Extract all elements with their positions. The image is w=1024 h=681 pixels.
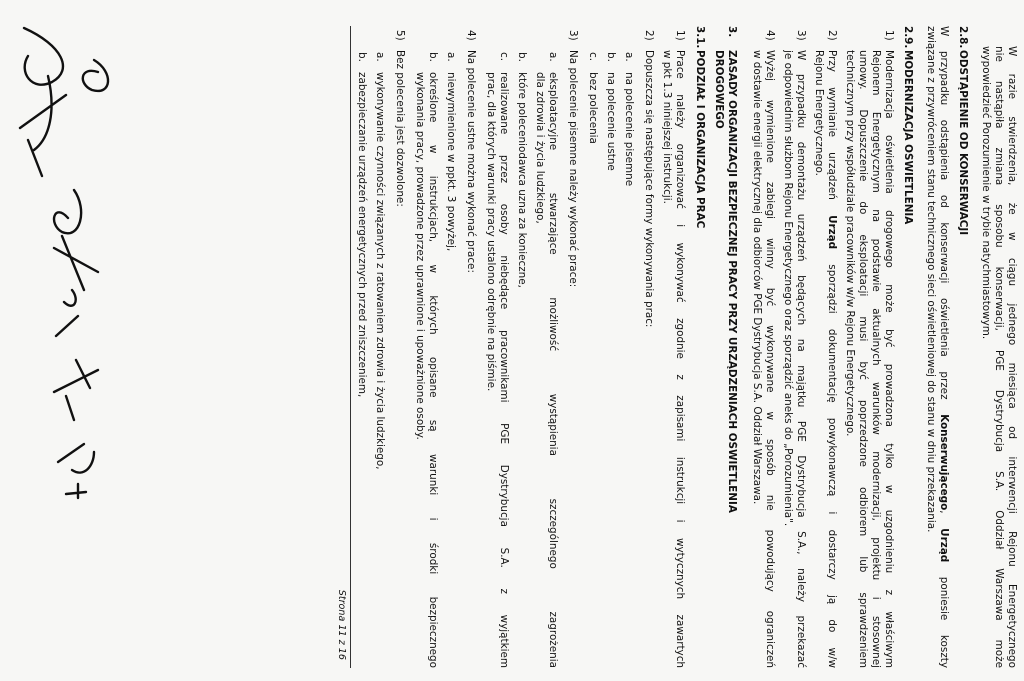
chapter-3-number: 3. bbox=[726, 26, 738, 38]
s31-item-2-c: bez polecenia bbox=[587, 72, 599, 144]
s31-item-5-b: zabezpieczanie urządzeń energetycznych przed zniszczeniem, bbox=[356, 72, 368, 398]
bold-text: Urząd bbox=[938, 528, 950, 563]
section-3-1-heading bbox=[693, 26, 706, 668]
item-number: 3) bbox=[567, 30, 579, 41]
item-number: 4) bbox=[764, 30, 776, 41]
intro-line-3: wypowiedzieć Porozumienie w trybie natychmiastowym. bbox=[980, 46, 992, 340]
s31-item-4-b-line-2: wykonania pracy, prowadzone przez uprawnione i upoważnione osoby. bbox=[414, 72, 426, 440]
chapter-3-title-line-1: ZASADY ORGANIZACJI BEZPIECZNEJ PRACY PRZY URZĄDZENIACH OŚWIETLENIA bbox=[726, 50, 738, 513]
section-2-8-line-2: związane z przywróceniem stanu technicznego sieci oświetleniowej do stanu w dniu przekazania. bbox=[925, 26, 937, 533]
page-content bbox=[0, 26, 1024, 668]
item-number: 1) bbox=[883, 30, 895, 41]
item-number: 1) bbox=[674, 30, 686, 41]
text: , bbox=[938, 510, 950, 529]
chapter-3-heading bbox=[725, 26, 738, 668]
s31-item-4-b-line-1: określone w instrukcjach, w których opisane są warunki i środki bezpiecznego bbox=[427, 72, 439, 668]
s31-item-4-line-1: Na polecenie ustne można wykonać prace: bbox=[465, 50, 477, 273]
letter-marker: b. bbox=[516, 52, 528, 62]
bold-text: Urząd bbox=[826, 215, 838, 250]
s29-item-2-line-1 bbox=[825, 50, 838, 668]
s29-item-1-line-4: technicznym przy współudziale pracowników w/w Rejonu Energetycznego. bbox=[844, 50, 856, 437]
s31-item-5-a: wykonywanie czynności związanych z ratowaniem zdrowia i życia ludzkiego, bbox=[374, 72, 386, 470]
letter-marker: a. bbox=[547, 52, 559, 62]
letter-marker: b. bbox=[427, 52, 439, 62]
section-2-8-line-1 bbox=[937, 26, 950, 668]
s31-item-3-c-line-1: realizowane przez osoby niebędące pracownikami PGE Dystrybucja S.A. z wyjątkiem bbox=[498, 72, 510, 668]
intro-line-1: W razie stwierdzenia, że w ciągu jednego miesiąca od interwencji Rejonu Energetycznego bbox=[1006, 46, 1018, 668]
letter-marker: c. bbox=[498, 52, 510, 62]
s31-item-1-line-2: w pkt 1.3 niniejszej instrukcji. bbox=[661, 50, 673, 204]
s29-item-2-line-2: Rejonu Energetycznego. bbox=[813, 50, 825, 176]
s31-item-2-a: na polecenie pisemne bbox=[623, 72, 635, 187]
s31-item-3-a-line-1: eksploatacyjne stwarzające możliwość wystąpienia szczególnego zagrożenia bbox=[547, 72, 559, 668]
letter-marker: c. bbox=[587, 52, 599, 62]
item-number: 3) bbox=[795, 30, 807, 41]
s31-item-4-a: niewymienione w ppkt. 3 powyżej, bbox=[445, 72, 457, 252]
s29-item-4-line-2: w dostawie energii elektrycznej dla odbiorców PGE Dystrybucja S.A. Oddział Warszawa. bbox=[751, 50, 763, 505]
item-number: 2) bbox=[643, 30, 655, 41]
letter-marker: a. bbox=[374, 52, 386, 62]
s29-item-1-line-2: Rejonem Energetycznym na podstawie aktualnych warunków modernizacji, projektu i stosownej bbox=[870, 50, 882, 668]
s31-item-2-b: na polecenie ustne bbox=[605, 72, 617, 171]
chapter-3-title-line-2: DROGOWEGO bbox=[713, 50, 725, 129]
bold-text: Konserwującego bbox=[938, 414, 950, 511]
s31-item-1-line-1: Prace należy organizować i wykonywać zgodnie z zapisami instrukcji i wytycznych zawartych bbox=[674, 50, 686, 668]
s29-item-1-line-3: umowy. Dopuszczenie do eksploatacji musi być poprzedzone odbiorem lub sprawdzeniem bbox=[857, 50, 869, 668]
section-3-1-number: 3.1. bbox=[694, 26, 706, 49]
intro-line-2: nie nastąpiła zmiana sposobu konserwacji, PGE Dystrybucja S.A. Oddział Warszawa może bbox=[993, 46, 1005, 668]
item-number: 4) bbox=[465, 30, 477, 41]
text: W przypadku odstąpienia od konserwacji oświetlenia przez bbox=[938, 26, 950, 415]
letter-marker: a. bbox=[623, 52, 635, 62]
s29-item-3-line-1: W przypadku demontażu urządzeń będących na majątku PGE Dystrybucja S.A., należy przekazać bbox=[795, 50, 807, 668]
letter-marker: a. bbox=[445, 52, 457, 62]
s29-item-3-line-2: je odpowiednim służbom Rejonu Energetycznego oraz sporządzić aneks do „Porozumienia". bbox=[782, 50, 794, 527]
s31-item-3-line-1: Na polecenie pisemne należy wykonać prace: bbox=[567, 50, 579, 288]
s31-item-3-a-line-2: dla zdrowia i życia ludzkiego, bbox=[534, 72, 546, 224]
s31-item-3-b: które poleceniodawca uzna za konieczne, bbox=[516, 72, 528, 288]
s31-item-2-line-1: Dopuszcza się następujące formy wykonywania prac: bbox=[643, 50, 655, 328]
section-2-9-number: 2.9. bbox=[902, 26, 914, 49]
s31-item-5-line-1: Bez polecenia jest dozwolone: bbox=[394, 50, 406, 207]
section-3-1-title: PODZIAŁ I ORGANIZACJA PRAC bbox=[694, 50, 706, 229]
section-2-9-title: MODERNIZACJA OŚWIETLENIA bbox=[902, 50, 914, 225]
s29-item-1-line-1: Modernizacja oświetlenia drogowego może być prowadzona tylko w uzgodnieniu z właściwym bbox=[883, 50, 895, 668]
text: Przy wymianie urządzeń bbox=[826, 50, 838, 216]
section-2-8-heading bbox=[956, 26, 969, 668]
s29-item-4-line-1: Wyżej wymienione zabiegi winny być wykonywane w sposób nie powodujący ograniczeń bbox=[764, 50, 776, 668]
text: poniesie koszty bbox=[938, 562, 950, 668]
section-2-8-number: 2.8. bbox=[957, 26, 969, 49]
letter-marker: b. bbox=[356, 52, 368, 62]
footer-rule bbox=[350, 26, 351, 668]
handwritten-signatures bbox=[0, 0, 324, 681]
item-number: 5) bbox=[394, 30, 406, 41]
item-number: 2) bbox=[826, 30, 838, 41]
section-2-8-title: ODSTĄPIENIE OD KONSERWACJI bbox=[957, 50, 969, 236]
s31-item-3-c-line-2: prac, dla których warunki pracy ustalono odrębnie na piśmie. bbox=[485, 72, 497, 392]
page-number: Strona 11 z 16 bbox=[336, 589, 347, 660]
text: sporządzi dokumentację powykonawczą i dostarczy ją do w/w bbox=[826, 249, 838, 668]
letter-marker: b. bbox=[605, 52, 617, 62]
section-2-9-heading bbox=[901, 26, 914, 668]
